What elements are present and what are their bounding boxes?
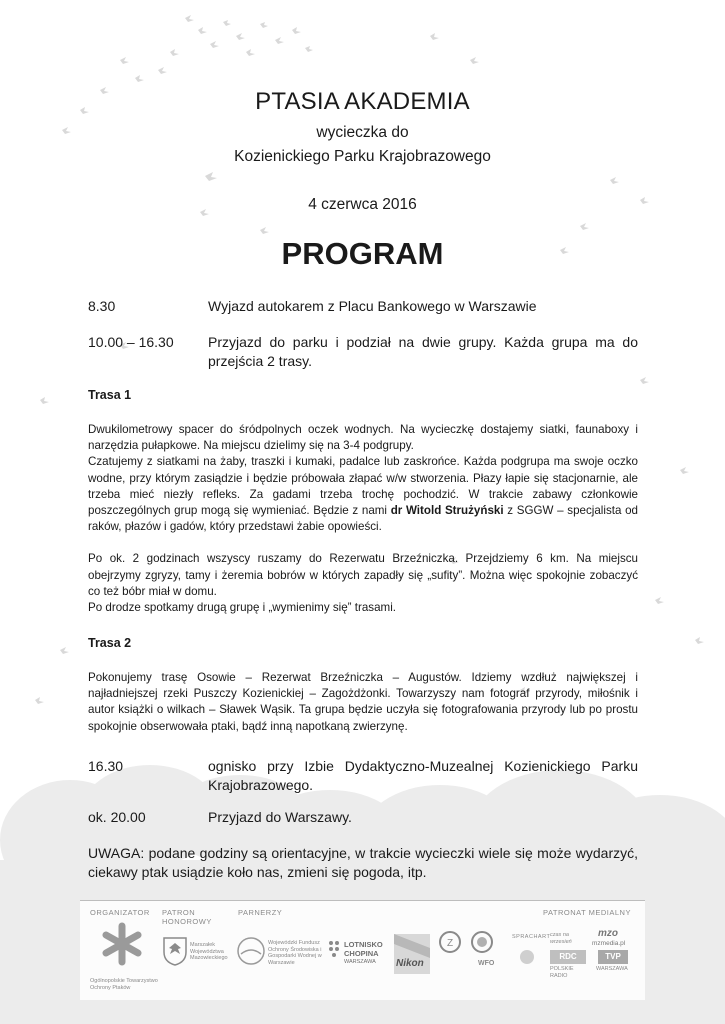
schedule-time: 16.30 xyxy=(88,758,124,774)
schedule-time: 10.00 – 16.30 xyxy=(88,334,174,350)
media-patron-label: PATRONAT MEDIALNY xyxy=(543,908,631,917)
tvp-sub-text: WARSZAWA xyxy=(596,966,628,972)
nikon-text: Nikon xyxy=(396,958,424,969)
paragraph: Po ok. 2 godzinach wszyscy ruszamy do Rezerwatu Brzeźniczka. Przejdziemy 6 km. Na miejscu obejrzymy zgryzy, tamy i żeremia bobrów w których zapadły się „sufity”. Można więc spokojnie zobaczyć co też bóbr miał w domu. xyxy=(88,552,638,598)
wfos-text: Wojewódzki Fundusz Ochrony Środowiska i Gospodarki Wodnej w Warszawie xyxy=(268,940,322,966)
schedule-text: Przyjazd do Warszawy. xyxy=(208,809,352,825)
paragraph: Po drodze spotkamy drugą grupę i „wymienimy się” trasami. xyxy=(88,601,396,615)
organizer-label: ORGANIZATOR xyxy=(90,908,150,917)
mzo-logo-text: mzo xyxy=(598,928,618,939)
trasa-1-heading: Trasa 1 xyxy=(88,388,132,402)
trasa-2-heading: Trasa 2 xyxy=(88,636,132,650)
schedule-time: 8.30 xyxy=(88,298,116,314)
badge-circle-icon xyxy=(438,930,462,954)
schedule-text: ognisko przy Izbie Dydaktyczno-Muzealnej Kozienickiego Parku Krajobrazowego. xyxy=(208,758,638,793)
otop-caption: Ogólnopolskie Towarzystwo Ochrony Ptaków xyxy=(90,978,158,991)
event-date: 4 czerwca 2016 xyxy=(308,196,417,213)
czas-text: czas na wrzesień xyxy=(550,932,572,945)
sponsors-footer xyxy=(80,900,645,1000)
note-uwaga: UWAGA: podane godziny są orientacyjne, w trakcie wycieczki wiele się może wydarzyć, ciekawy ptak usiądzie koło nas, zmieni się pogoda, itp. xyxy=(88,845,638,880)
small-seal-icon xyxy=(518,948,536,966)
wfos-circle-icon xyxy=(236,936,266,966)
patron-label: PATRON HONOROWY xyxy=(162,908,212,926)
badge-circle-icon xyxy=(470,930,494,954)
schedule-text: Wyjazd autokarem z Placu Bankowego w Warszawie xyxy=(208,298,537,314)
subtitle-line-1: wycieczka do xyxy=(316,124,409,141)
marszalek-text: Marszałek Województwa Mazowieckiego xyxy=(190,942,228,961)
schedule-time: ok. 20.00 xyxy=(88,809,146,825)
otop-asterisk-icon xyxy=(102,922,142,968)
rdc-sub-text: POLSKIE RADIO xyxy=(550,966,574,979)
guide-name: dr Witold Strużyński xyxy=(390,504,504,518)
partners-label: PARNERZY xyxy=(238,908,283,917)
tvp-logo: TVP xyxy=(598,950,628,964)
svg-text:Z: Z xyxy=(446,938,454,949)
paragraph: Dwukilometrowy spacer do śródpolnych oczek wodnych. Na wycieczkę dostajemy siatki, faunaboxy i narzędzia pułapkowe. Na miejscu dzielimy się na 3-4 podgrupy. xyxy=(88,423,638,453)
program-heading: PROGRAM xyxy=(281,236,444,271)
wfo-text: WFO xyxy=(478,960,495,967)
rdc-logo: RDC xyxy=(550,950,586,964)
sprachart-text: SPRACHART xyxy=(512,934,551,940)
page-title: PTASIA AKADEMIA xyxy=(255,88,470,115)
schedule-text: Przyjazd do parku i podział na dwie grupy. Każda grupa ma do przejścia 2 trasy. xyxy=(208,334,638,369)
chopin-logo-text: LOTNISKO CHOPINA WARSZAWA xyxy=(344,940,383,965)
paragraph: Pokonujemy trasę Osowie – Rezerwat Brzeźniczka – Augustów. Idziemy wzdłuż największej i najładniejszej rzeki Puszczy Kozienickiej – Zagożdżonki. Towarzyszy nam fotograf przyrody, miłośnik i autor książki o wilkach – Sławek Wąsik. Ta grupa będzie uczyła się fotografowania przyrody lub po prostu spokojnie obserwowała ptaki, bądź inną napotkaną zwierzynę. xyxy=(88,671,638,733)
eagle-shield-icon xyxy=(162,936,188,966)
paragraph: Czatujemy z siatkami na żaby, traszki i kumaki, padalce lub zaskrońce. Każda podgrupa ma swoje oczko wodne, przy którym zasiądzie i będzie próbowała złapać w/w stworzenia. Płazy łapie się stacjonarnie, ale trzeba mieć niezły refleks. Za gadami trzeba trochę pochodzić. W trakcie zabawy członkowie poszczególnych grup mogą się wymieniać. Będzie z nami dr Witold Strużyński z SGGW – specjalista od raków, płazów i gadów, który przedstawi żabie opowieści. xyxy=(88,455,638,534)
trasa-2-description xyxy=(88,670,638,735)
trasa-1-description xyxy=(88,422,638,616)
mzmedia-text: mzmedia.pl xyxy=(592,940,626,947)
airport-dots-icon xyxy=(328,940,342,960)
subtitle-line-2: Kozienickiego Parku Krajobrazowego xyxy=(234,148,491,165)
